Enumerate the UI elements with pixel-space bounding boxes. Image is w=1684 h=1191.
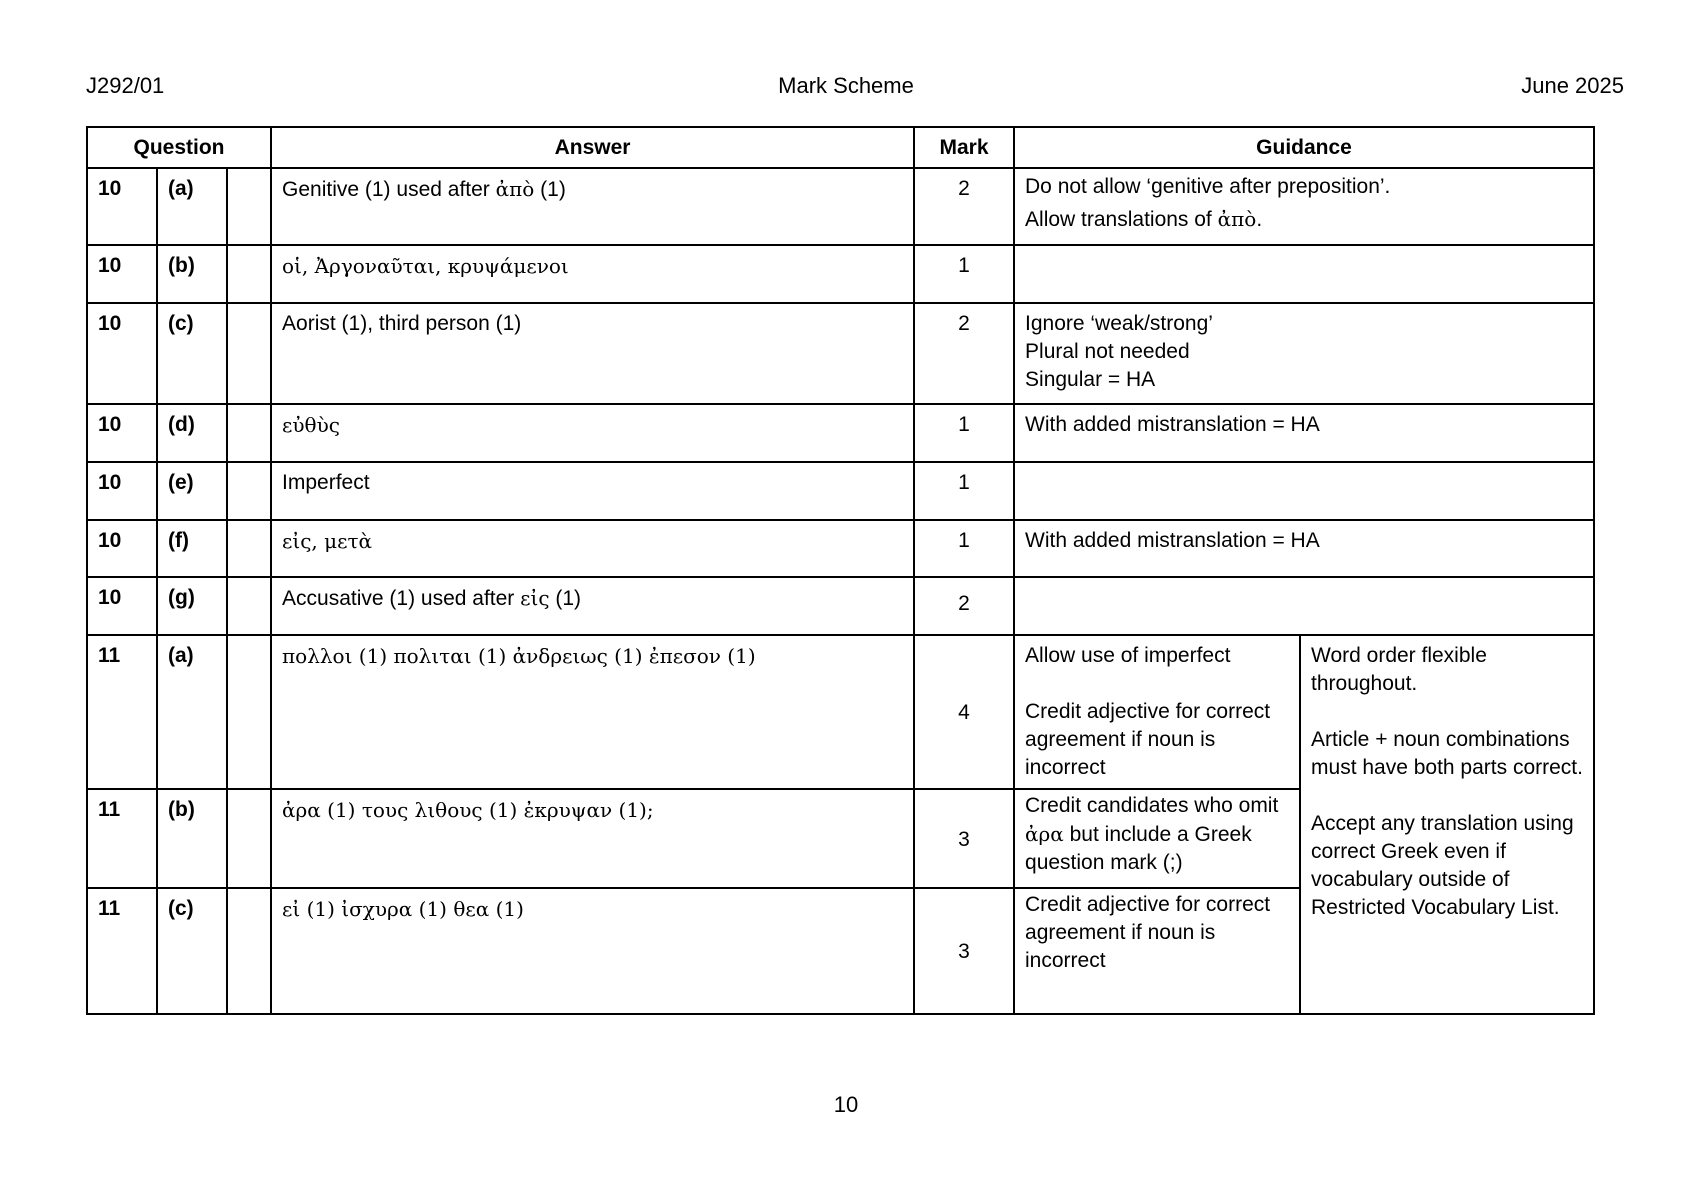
answer-cell: Imperfect	[271, 462, 914, 520]
guidance-cell	[1014, 635, 1300, 789]
guidance-line	[1025, 205, 1583, 234]
mark-cell: 2	[914, 303, 1014, 404]
mark-cell: 1	[914, 462, 1014, 520]
question-part: (b)	[157, 789, 227, 888]
question-part: (c)	[157, 888, 227, 1014]
question-number: 10	[87, 520, 157, 577]
answer-cell	[271, 577, 914, 635]
answer-cell	[271, 520, 914, 577]
mark-cell: 2	[914, 577, 1014, 635]
spacer	[1025, 670, 1289, 698]
mark-cell: 1	[914, 245, 1014, 303]
answer-cell	[271, 404, 914, 462]
question-number: 10	[87, 577, 157, 635]
guidance-text: but include a Greek question mark (;)	[1025, 823, 1252, 874]
guidance-text: Credit candidates who omit	[1025, 794, 1279, 817]
mark-cell: 1	[914, 520, 1014, 577]
answer-greek: εἰ (1) ἰσχυρα (1) θεα (1)	[282, 897, 524, 921]
answer-greek: ἀρα (1) τους λιθους (1) ἐκρυψαν (1);	[282, 798, 654, 822]
document-code: J292/01	[86, 73, 165, 98]
mark-cell: 3	[914, 789, 1014, 888]
answer-text: (1)	[534, 178, 566, 201]
question-part: (f)	[157, 520, 227, 577]
guidance-line: Singular = HA	[1025, 368, 1156, 391]
shared-guidance-paragraph: Accept any translation using correct Greek even if vocabulary outside of Restricted Vocabulary List.	[1311, 812, 1574, 919]
sub-part-cell	[227, 789, 271, 888]
guidance-cell: Credit adjective for correct agreement if noun is incorrect	[1014, 888, 1300, 1014]
shared-guidance-paragraph: Article + noun combinations must have both parts correct.	[1311, 728, 1583, 779]
guidance-greek: ἀπὸ	[1217, 207, 1257, 231]
column-header-mark: Mark	[914, 127, 1014, 168]
answer-cell: Aorist (1), third person (1)	[271, 303, 914, 404]
document-title: Mark Scheme	[778, 73, 914, 98]
question-number: 11	[87, 888, 157, 1014]
guidance-greek: ἀρα	[1025, 822, 1064, 846]
column-header-question: Question	[87, 127, 271, 168]
answer-cell	[271, 245, 914, 303]
question-part: (e)	[157, 462, 227, 520]
table-row	[87, 635, 1594, 789]
answer-text: (1)	[549, 587, 582, 610]
answer-cell	[271, 168, 914, 245]
mark-cell: 2	[914, 168, 1014, 245]
question-part: (b)	[157, 245, 227, 303]
mark-scheme-table	[86, 126, 1595, 1015]
answer-text: Accusative (1) used after	[282, 587, 521, 610]
table-row	[87, 168, 1594, 245]
question-number: 10	[87, 245, 157, 303]
question-number: 10	[87, 462, 157, 520]
question-number: 10	[87, 404, 157, 462]
document-date: June 2025	[1521, 73, 1624, 98]
table-row	[87, 245, 1594, 303]
question-part: (d)	[157, 404, 227, 462]
mark-cell: 1	[914, 404, 1014, 462]
answer-greek: οἱ, Ἀργοναῦται, κρυψάμενοι	[282, 254, 569, 278]
mark-cell: 4	[914, 635, 1014, 789]
guidance-text: Allow translations of	[1025, 208, 1218, 231]
answer-greek: πολλοι (1) πολιται (1) ἀνδρειως (1) ἐπεσον (1)	[282, 644, 756, 668]
question-part: (a)	[157, 168, 227, 245]
question-number: 11	[87, 635, 157, 789]
question-number: 10	[87, 168, 157, 245]
sub-part-cell	[227, 168, 271, 245]
answer-greek: ἀπὸ	[495, 177, 535, 201]
sub-part-cell	[227, 635, 271, 789]
column-header-answer: Answer	[271, 127, 914, 168]
sub-part-cell	[227, 245, 271, 303]
sub-part-cell	[227, 303, 271, 404]
guidance-line: Allow use of imperfect	[1025, 644, 1231, 667]
spacer	[1311, 782, 1583, 810]
answer-greek: εἰς	[520, 586, 550, 610]
sub-part-cell	[227, 462, 271, 520]
table-row	[87, 462, 1594, 520]
sub-part-cell	[227, 888, 271, 1014]
answer-greek: εὐθὺς	[282, 413, 340, 437]
column-header-guidance: Guidance	[1014, 127, 1594, 168]
question-part: (g)	[157, 577, 227, 635]
answer-cell	[271, 635, 914, 789]
guidance-cell	[1014, 245, 1594, 303]
mark-cell: 3	[914, 888, 1014, 1014]
table-row	[87, 303, 1594, 404]
question-number: 11	[87, 789, 157, 888]
guidance-cell	[1014, 303, 1594, 404]
table-row	[87, 404, 1594, 462]
table-header-row	[87, 127, 1594, 168]
table-row	[87, 520, 1594, 577]
guidance-cell	[1014, 789, 1300, 888]
guidance-cell	[1014, 168, 1594, 245]
spacer	[1311, 698, 1583, 726]
answer-text: Genitive (1) used after	[282, 178, 496, 201]
guidance-line: Credit adjective for correct agreement if noun is incorrect	[1025, 700, 1271, 779]
guidance-cell: With added mistranslation = HA	[1014, 520, 1594, 577]
guidance-cell	[1014, 462, 1594, 520]
answer-cell	[271, 789, 914, 888]
shared-guidance-paragraph: Word order flexible throughout.	[1311, 644, 1487, 695]
guidance-cell	[1014, 577, 1594, 635]
guidance-cell: With added mistranslation = HA	[1014, 404, 1594, 462]
table-row	[87, 577, 1594, 635]
question-part: (c)	[157, 303, 227, 404]
question-number: 10	[87, 303, 157, 404]
guidance-line: Ignore ‘weak/strong’	[1025, 312, 1213, 335]
page-number: 10	[833, 1092, 859, 1117]
answer-cell	[271, 888, 914, 1014]
sub-part-cell	[227, 404, 271, 462]
shared-guidance-cell	[1300, 635, 1594, 1014]
answer-greek: εἰς, μετὰ	[282, 529, 373, 553]
sub-part-cell	[227, 520, 271, 577]
sub-part-cell	[227, 577, 271, 635]
question-part: (a)	[157, 635, 227, 789]
guidance-text: .	[1256, 208, 1263, 231]
guidance-line: Plural not needed	[1025, 340, 1190, 363]
guidance-line: Do not allow ‘genitive after preposition’.	[1025, 175, 1391, 198]
